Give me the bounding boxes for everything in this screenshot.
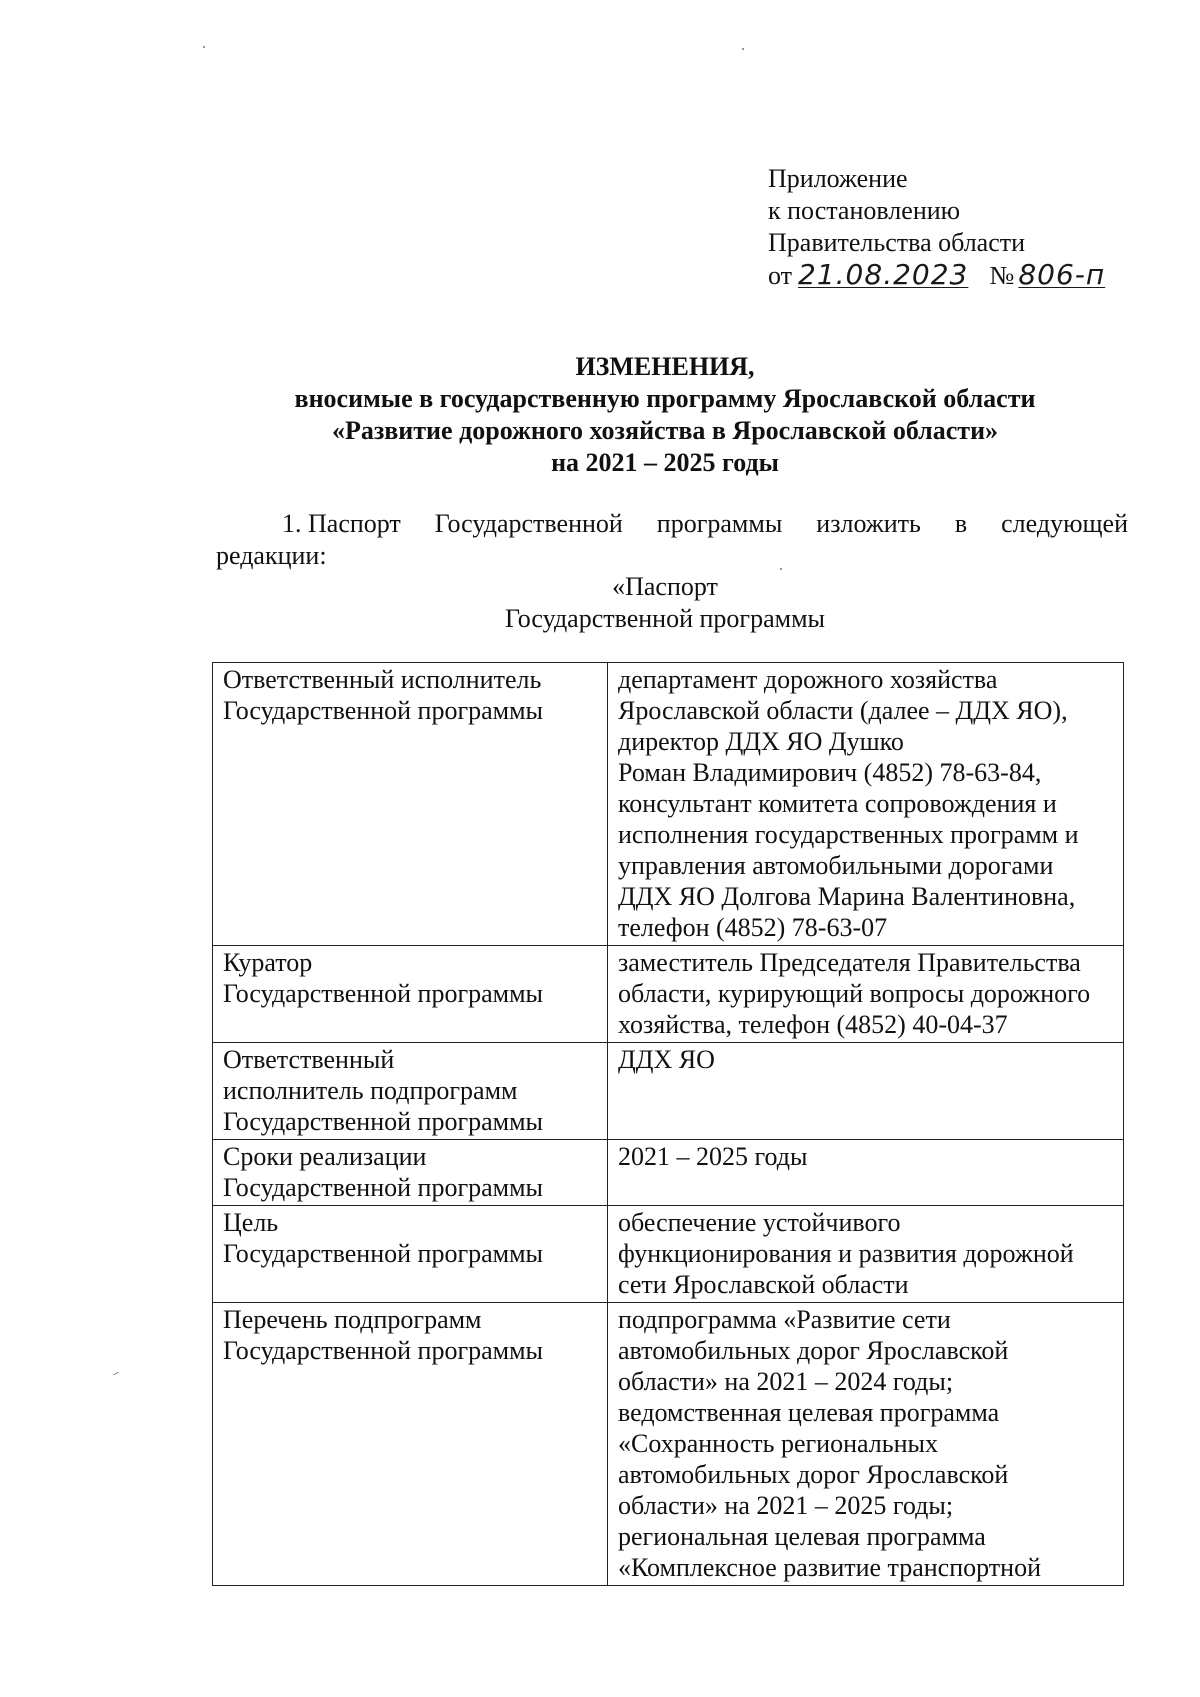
passport-table-body — [213, 663, 1124, 1586]
row-label-line: Государственной программы — [223, 696, 544, 725]
title-line: вносимые в государственную программу Ярославской области — [294, 384, 1036, 413]
appendix-line: к постановлению — [768, 196, 961, 225]
from-prefix: от — [768, 261, 793, 290]
row-value-cell — [608, 1303, 1124, 1586]
handwritten-date: 21.08.2023 — [798, 258, 969, 291]
row-value-cell — [608, 1140, 1124, 1206]
row-value-line: 2021 – 2025 годы — [618, 1142, 808, 1171]
row-value-line: обеспечение устойчивого — [618, 1208, 901, 1237]
row-value-line: автомобильных дорог Ярославской — [618, 1460, 1009, 1489]
passport-heading-line: «Паспорт — [612, 572, 718, 601]
paragraph-word: программы — [656, 509, 783, 538]
paragraph-word: в — [954, 509, 968, 538]
row-label — [223, 947, 599, 1009]
row-value-cell — [608, 1043, 1124, 1140]
row-label-line: Куратор — [223, 948, 313, 977]
appendix-line: Приложение — [768, 164, 908, 193]
row-label-line: Ответственный исполнитель — [223, 665, 542, 694]
row-value — [618, 1207, 1115, 1300]
row-value — [618, 1044, 1115, 1075]
paragraph-continuation: редакции: — [216, 541, 327, 570]
row-value-line: департамент дорожного хозяйства — [618, 665, 998, 694]
decree-date-number-line — [768, 259, 1168, 292]
row-value-line: области, курирующий вопросы дорожного — [618, 979, 1091, 1008]
row-label-cell — [213, 1303, 608, 1586]
table-row — [213, 1206, 1124, 1303]
row-label-cell — [213, 663, 608, 946]
row-label — [223, 664, 599, 726]
row-value-line: телефон (4852) 78-63-07 — [618, 913, 888, 942]
row-value-line: функционирования и развития дорожной — [618, 1239, 1074, 1268]
scan-speck — [742, 48, 744, 50]
paragraph-word: изложить — [816, 509, 921, 538]
document-title — [200, 351, 1130, 479]
paragraph-word: следующей — [1001, 509, 1128, 538]
row-value-line: подпрограмма «Развитие сети — [618, 1305, 951, 1334]
number-prefix: № — [989, 261, 1015, 290]
row-value-line: области» на 2021 – 2025 годы; — [618, 1491, 954, 1520]
row-label-cell — [213, 946, 608, 1043]
paragraph-1 — [216, 508, 1128, 572]
row-value-line: ДДХ ЯО Долгова Марина Валентиновна, — [618, 882, 1076, 911]
row-label-line: Государственной программы — [223, 1239, 544, 1268]
table-row — [213, 1303, 1124, 1586]
passport-heading — [200, 571, 1130, 635]
paragraph-word: 1. Паспорт — [282, 509, 401, 538]
appendix-block — [768, 163, 1168, 292]
row-value-line: ДДХ ЯО — [618, 1045, 715, 1074]
title-line: ИЗМЕНЕНИЯ, — [575, 352, 755, 381]
row-label-line: исполнитель подпрограмм — [223, 1076, 518, 1105]
row-value — [618, 1304, 1115, 1583]
row-value-line: автомобильных дорог Ярославской — [618, 1336, 1009, 1365]
row-value-line: Роман Владимирович (4852) 78-63-84, — [618, 758, 1042, 787]
row-label-line: Государственной программы — [223, 1173, 544, 1202]
row-value-line: хозяйства, телефон (4852) 40-04-37 — [618, 1010, 1008, 1039]
row-label-line: Цель — [223, 1208, 279, 1237]
row-value-cell — [608, 946, 1124, 1043]
row-label-cell — [213, 1140, 608, 1206]
row-label-line: Сроки реализации — [223, 1142, 427, 1171]
row-value-line: директор ДДХ ЯО Душко — [618, 727, 904, 756]
passport-heading-line: Государственной программы — [504, 604, 826, 633]
row-value-line: «Комплексное развитие транспортной — [618, 1553, 1041, 1582]
row-value-line: региональная целевая программа — [618, 1522, 986, 1551]
row-label-line: Перечень подпрограмм — [223, 1305, 482, 1334]
passport-table — [212, 662, 1124, 1586]
table-row — [213, 1140, 1124, 1206]
scan-speck — [113, 1372, 119, 1376]
title-line: на 2021 – 2025 годы — [551, 448, 779, 477]
row-value-line: ведомственная целевая программа — [618, 1398, 1000, 1427]
row-label — [223, 1304, 599, 1366]
row-label-line: Государственной программы — [223, 979, 544, 1008]
appendix-line: Правительства области — [768, 228, 1026, 257]
table-row — [213, 946, 1124, 1043]
title-line: «Развитие дорожного хозяйства в Ярославской области» — [331, 416, 999, 445]
row-label-line: Государственной программы — [223, 1336, 544, 1365]
row-label-cell — [213, 1206, 608, 1303]
row-value — [618, 664, 1115, 943]
handwritten-number: 806-п — [1018, 258, 1106, 291]
row-label-line: Ответственный — [223, 1045, 395, 1074]
row-label — [223, 1207, 599, 1269]
row-value-line: сети Ярославской области — [618, 1270, 909, 1299]
row-value-line: заместитель Председателя Правительства — [618, 948, 1081, 977]
row-value-cell — [608, 1206, 1124, 1303]
row-value-line: «Сохранность региональных — [618, 1429, 938, 1458]
row-value — [618, 947, 1115, 1040]
table-row — [213, 663, 1124, 946]
row-label-cell — [213, 1043, 608, 1140]
row-label — [223, 1141, 599, 1203]
row-value-cell — [608, 663, 1124, 946]
row-label — [223, 1044, 599, 1137]
row-label-line: Государственной программы — [223, 1107, 544, 1136]
scan-speck — [203, 46, 205, 48]
row-value-line: консультант комитета сопровождения и — [618, 789, 1057, 818]
row-value-line: области» на 2021 – 2024 годы; — [618, 1367, 954, 1396]
table-row — [213, 1043, 1124, 1140]
row-value-line: исполнения государственных программ и — [618, 820, 1079, 849]
row-value-line: управления автомобильными дорогами — [618, 851, 1054, 880]
paragraph-first-line — [216, 508, 1128, 540]
row-value — [618, 1141, 1115, 1172]
paragraph-word: Государственной — [434, 509, 623, 538]
row-value-line: Ярославской области (далее – ДДХ ЯО), — [618, 696, 1068, 725]
